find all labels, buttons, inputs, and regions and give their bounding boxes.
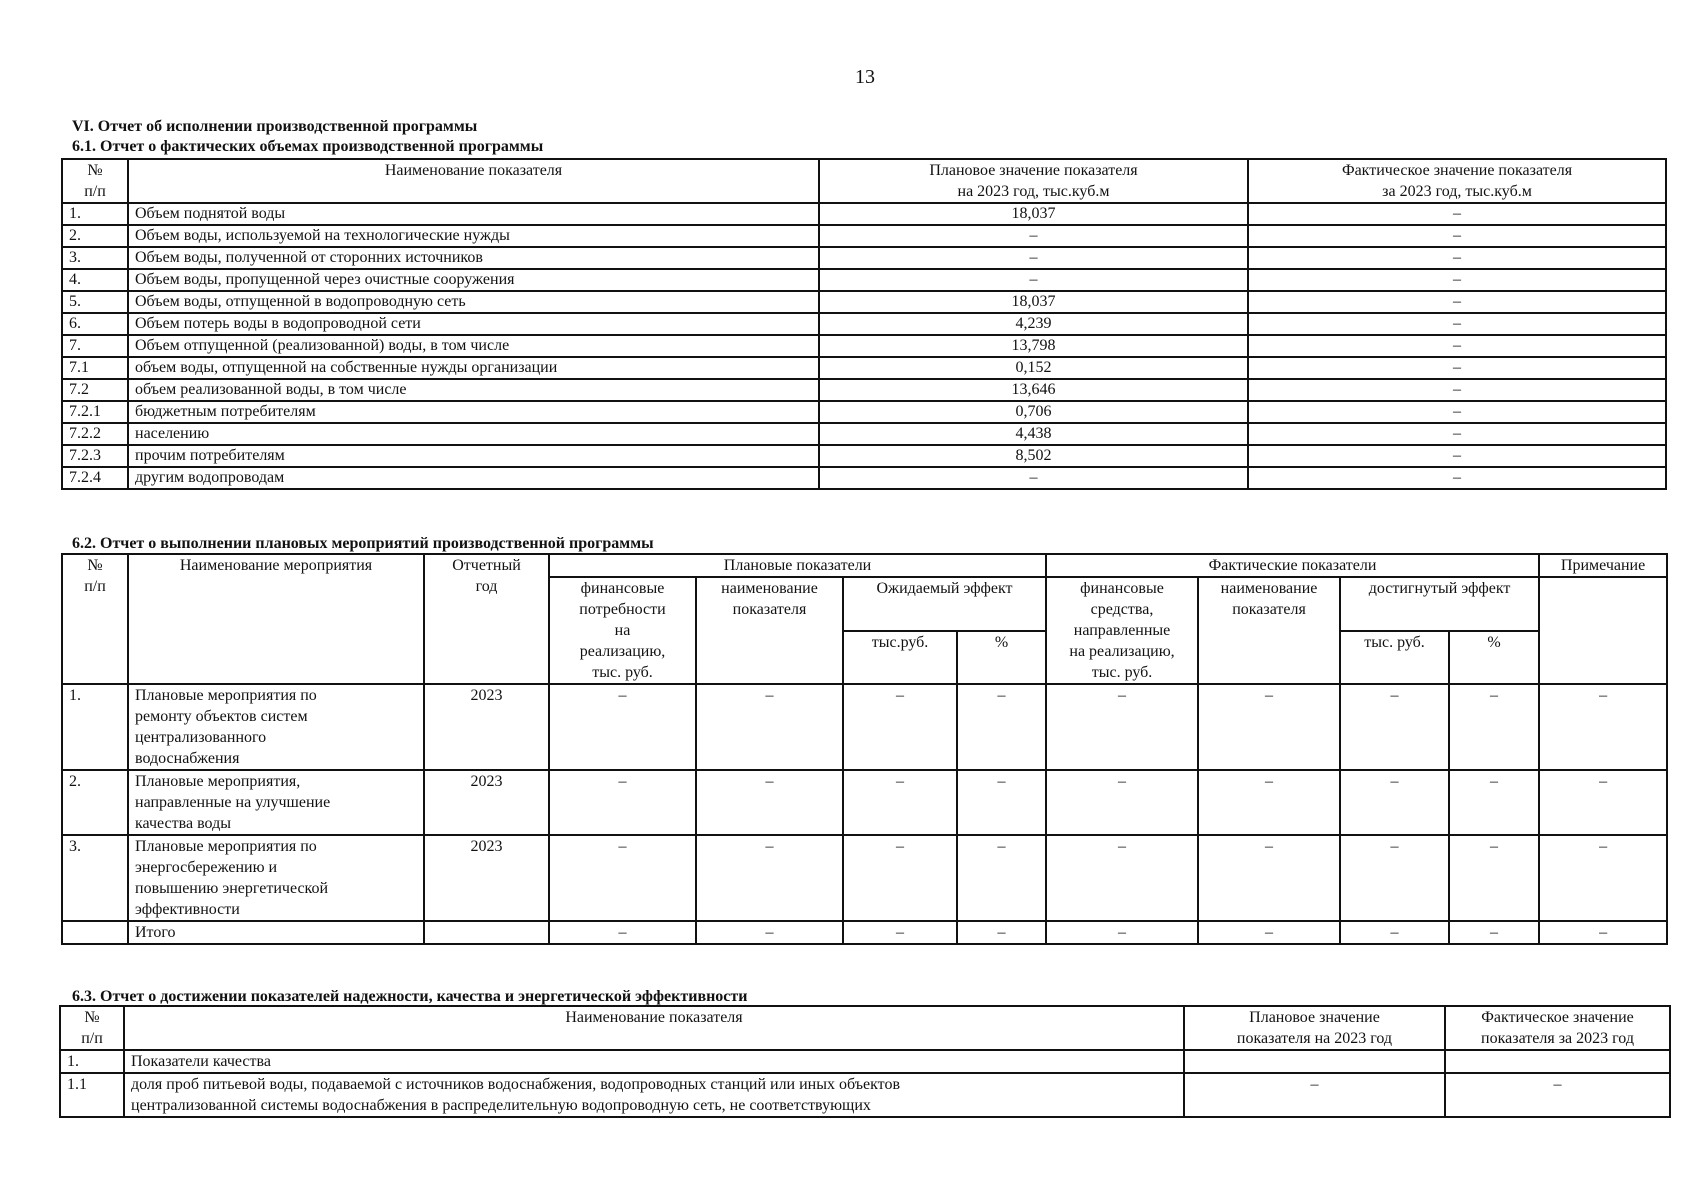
table3-header-row — [60, 1006, 1670, 1050]
t2-col-number-header — [62, 554, 128, 684]
row-value: – — [549, 770, 696, 835]
row-name-line: Итого — [135, 924, 176, 941]
row-value: – — [1340, 835, 1449, 921]
row-name — [124, 1073, 1184, 1117]
row-number: 3. — [62, 835, 128, 921]
row-plan-value: – — [819, 225, 1248, 247]
table-row — [62, 423, 1666, 445]
row-name-line: энергосбережению и — [135, 859, 278, 876]
row-number: 7.2.3 — [62, 445, 128, 467]
t2-plan-group-header: Плановые показатели — [549, 554, 1046, 577]
section-title: VI. Отчет об исполнении производственной программы — [72, 118, 478, 135]
row-name — [128, 921, 424, 944]
reliability-indicators-table — [59, 1005, 1671, 1118]
col-number-line1: № — [87, 162, 103, 179]
table-row — [62, 921, 1667, 944]
row-name-line: Показатели качества — [131, 1053, 271, 1070]
col-fact-header — [1248, 159, 1666, 203]
row-plan-value: 18,037 — [819, 291, 1248, 313]
row-value: – — [1449, 921, 1539, 944]
t3-col-plan-line1: Плановое значение — [1249, 1009, 1380, 1026]
row-number: 7.2.1 — [62, 401, 128, 423]
row-number: 1.1 — [60, 1073, 124, 1117]
row-value: – — [1539, 770, 1667, 835]
row-value: – — [957, 684, 1046, 770]
t2-plan-fin-line3: на — [614, 622, 631, 639]
row-fact-value: – — [1248, 423, 1666, 445]
table-row — [62, 335, 1666, 357]
row-fact-value: – — [1248, 203, 1666, 225]
row-value: – — [1198, 921, 1340, 944]
t2-col-year-line2: год — [475, 578, 498, 595]
row-name: Объем воды, используемой на технологические нужды — [128, 225, 819, 247]
t2-fact-fin-line5: тыс. руб. — [1091, 664, 1153, 681]
t2-fact-fin-line3: направленные — [1073, 622, 1171, 639]
row-name: другим водопроводам — [128, 467, 819, 489]
t2-plan-fin-line1: финансовые — [580, 580, 665, 597]
row-plan-value: 4,438 — [819, 423, 1248, 445]
row-name: Объем воды, пропущенной через очистные сооружения — [128, 269, 819, 291]
row-name-line: централизованной системы водоснабжения в распределительную водопроводную сеть, не соответствующих — [131, 1097, 871, 1114]
row-fact-value: – — [1248, 445, 1666, 467]
t3-col-number-line2: п/п — [81, 1030, 103, 1047]
row-value: – — [1539, 684, 1667, 770]
table1-header-row — [62, 159, 1666, 203]
t2-ach-rub-header: тыс. руб. — [1340, 631, 1449, 685]
row-name: Объем воды, полученной от сторонних источников — [128, 247, 819, 269]
row-value: – — [843, 684, 957, 770]
col-number-line2: п/п — [84, 183, 106, 200]
row-value: – — [957, 921, 1046, 944]
row-name-line: доля проб питьевой воды, подаваемой с источников водоснабжения, водопроводных станций или иных объектов — [131, 1076, 900, 1093]
t2-exp-rub-header: тыс.руб. — [843, 631, 957, 685]
row-number: 7.2.2 — [62, 423, 128, 445]
row-value: – — [843, 921, 957, 944]
row-fact-value — [1445, 1050, 1670, 1073]
row-name-line: Плановые мероприятия по — [135, 838, 317, 855]
row-value: – — [843, 770, 957, 835]
row-name: объем реализованной воды, в том числе — [128, 379, 819, 401]
row-plan-value — [1184, 1050, 1445, 1073]
row-fact-value: – — [1248, 247, 1666, 269]
row-value: – — [1340, 921, 1449, 944]
row-value: – — [1046, 835, 1198, 921]
table-row — [62, 401, 1666, 423]
t2-col-number-line1: № — [87, 557, 103, 574]
t3-col-fact-line2: показателя за 2023 год — [1481, 1030, 1634, 1047]
t3-col-fact-header — [1445, 1006, 1670, 1050]
row-value: – — [1449, 684, 1539, 770]
t3-col-plan-header — [1184, 1006, 1445, 1050]
row-fact-value: – — [1248, 225, 1666, 247]
row-name: Объем поднятой воды — [128, 203, 819, 225]
row-name: Объем воды, отпущенной в водопроводную сеть — [128, 291, 819, 313]
row-number: 1. — [62, 203, 128, 225]
col-name-header: Наименование показателя — [128, 159, 819, 203]
row-value: – — [696, 921, 843, 944]
table2-title: 6.2. Отчет о выполнении плановых мероприятий производственной программы — [72, 535, 654, 552]
row-number: 7. — [62, 335, 128, 357]
row-plan-value: – — [819, 247, 1248, 269]
row-value: – — [957, 770, 1046, 835]
table-row — [62, 467, 1666, 489]
row-name — [128, 835, 424, 921]
row-number: 1. — [62, 684, 128, 770]
row-number: 7.1 — [62, 357, 128, 379]
t2-col-year-line1: Отчетный — [452, 557, 521, 574]
t2-plan-fin-header — [549, 577, 696, 684]
row-name: объем воды, отпущенной на собственные нужды организации — [128, 357, 819, 379]
t2-fact-ind-line2: показателя — [1232, 601, 1306, 618]
row-value: – — [1340, 770, 1449, 835]
row-number: 2. — [62, 225, 128, 247]
row-value: – — [1449, 835, 1539, 921]
row-year — [424, 921, 549, 944]
row-value: – — [1449, 770, 1539, 835]
t2-col-name-header: Наименование мероприятия — [128, 554, 424, 684]
row-plan-value: 0,152 — [819, 357, 1248, 379]
col-plan-header — [819, 159, 1248, 203]
row-year: 2023 — [424, 684, 549, 770]
t2-fact-fin-line1: финансовые — [1080, 580, 1164, 597]
row-plan-value: 13,646 — [819, 379, 1248, 401]
t2-plan-fin-line5: тыс. руб. — [592, 664, 653, 681]
row-name-line: Плановые мероприятия, — [135, 773, 301, 790]
table-row — [62, 247, 1666, 269]
row-name-line: централизованного — [135, 729, 267, 746]
t2-achieved-header: достигнутый эффект — [1340, 577, 1539, 631]
row-plan-value: 18,037 — [819, 203, 1248, 225]
t3-col-fact-line1: Фактическое значение — [1481, 1009, 1634, 1026]
row-fact-value: – — [1248, 467, 1666, 489]
t2-exp-pct-header: % — [957, 631, 1046, 685]
row-fact-value: – — [1248, 291, 1666, 313]
t2-plan-fin-line2: потребности — [579, 601, 666, 618]
row-number: 5. — [62, 291, 128, 313]
t2-fact-group-header: Фактические показатели — [1046, 554, 1539, 577]
row-value: – — [1046, 770, 1198, 835]
t3-col-number-line1: № — [84, 1009, 100, 1026]
row-value: – — [549, 684, 696, 770]
table2-header-row-1 — [62, 554, 1667, 577]
table-row — [62, 684, 1667, 770]
t2-plan-fin-line4: реализацию, — [579, 643, 666, 660]
t2-fact-fin-line2: средства, — [1090, 601, 1154, 618]
row-fact-value: – — [1248, 379, 1666, 401]
row-name: населению — [128, 423, 819, 445]
planned-measures-table — [61, 553, 1668, 945]
table-row — [62, 357, 1666, 379]
col-fact-line2: за 2023 год, тыс.куб.м — [1382, 183, 1532, 200]
row-year: 2023 — [424, 835, 549, 921]
row-value: – — [1198, 684, 1340, 770]
row-value: – — [1340, 684, 1449, 770]
row-number: 6. — [62, 313, 128, 335]
t2-plan-ind-header — [696, 577, 843, 684]
table-row — [60, 1050, 1670, 1073]
row-name: Объем потерь воды в водопроводной сети — [128, 313, 819, 335]
page-number: 13 — [855, 66, 875, 88]
row-name-line: эффективности — [135, 901, 240, 918]
row-name: прочим потребителям — [128, 445, 819, 467]
t2-plan-ind-line1: наименование — [721, 580, 818, 597]
row-value: – — [696, 770, 843, 835]
row-value: – — [696, 835, 843, 921]
row-fact-value: – — [1248, 335, 1666, 357]
row-plan-value: 0,706 — [819, 401, 1248, 423]
table-row — [62, 291, 1666, 313]
col-plan-line1: Плановое значение показателя — [929, 162, 1138, 179]
t2-col-year-header — [424, 554, 549, 684]
t2-expected-header: Ожидаемый эффект — [843, 577, 1046, 631]
row-value: – — [1046, 921, 1198, 944]
row-number: 1. — [60, 1050, 124, 1073]
t3-col-number-header — [60, 1006, 124, 1050]
table-row — [62, 835, 1667, 921]
row-value: – — [957, 835, 1046, 921]
t3-col-plan-line2: показателя на 2023 год — [1236, 1030, 1393, 1047]
row-value: – — [696, 684, 843, 770]
t2-fact-fin-header — [1046, 577, 1198, 684]
row-name: бюджетным потребителям — [128, 401, 819, 423]
row-name-line: водоснабжения — [135, 750, 240, 767]
table-row — [62, 770, 1667, 835]
row-fact-value: – — [1248, 313, 1666, 335]
row-fact-value: – — [1248, 401, 1666, 423]
row-number: 3. — [62, 247, 128, 269]
row-plan-value: 13,798 — [819, 335, 1248, 357]
row-number: 7.2 — [62, 379, 128, 401]
t2-plan-ind-line2: показателя — [732, 601, 807, 618]
row-number: 7.2.4 — [62, 467, 128, 489]
table-row — [62, 225, 1666, 247]
row-name-line: Плановые мероприятия по — [135, 687, 317, 704]
row-plan-value: – — [1184, 1073, 1445, 1117]
row-value: – — [1198, 770, 1340, 835]
row-plan-value: 4,239 — [819, 313, 1248, 335]
row-name-line: направленные на улучшение — [135, 794, 331, 811]
t2-note-subheader — [1539, 577, 1667, 684]
row-value: – — [549, 835, 696, 921]
t2-fact-ind-header — [1198, 577, 1340, 684]
table-row — [60, 1073, 1670, 1117]
table-row — [62, 203, 1666, 225]
row-value: – — [843, 835, 957, 921]
t3-col-name-header: Наименование показателя — [124, 1006, 1184, 1050]
t2-fact-ind-line1: наименование — [1220, 580, 1318, 597]
t2-note-header: Примечание — [1539, 554, 1667, 577]
col-plan-line2: на 2023 год, тыс.куб.м — [957, 183, 1110, 200]
row-number: 4. — [62, 269, 128, 291]
row-name-line: повышению энергетической — [135, 880, 329, 897]
table1-title: 6.1. Отчет о фактических объемах производственной программы — [72, 138, 544, 155]
table-row — [62, 379, 1666, 401]
row-value: – — [1198, 835, 1340, 921]
row-value: – — [549, 921, 696, 944]
row-plan-value: – — [819, 467, 1248, 489]
row-year: 2023 — [424, 770, 549, 835]
row-number: 2. — [62, 770, 128, 835]
row-name-line: ремонту объектов систем — [135, 708, 308, 725]
t2-ach-pct-header: % — [1449, 631, 1539, 685]
table-row — [62, 313, 1666, 335]
col-fact-line1: Фактическое значение показателя — [1341, 162, 1573, 179]
production-volumes-table — [61, 158, 1667, 490]
row-value: – — [1539, 835, 1667, 921]
row-name — [128, 684, 424, 770]
row-name: Объем отпущенной (реализованной) воды, в том числе — [128, 335, 819, 357]
t2-fact-fin-line4: на реализацию, — [1069, 643, 1175, 660]
t2-col-number-line2: п/п — [84, 578, 106, 595]
row-plan-value: – — [819, 269, 1248, 291]
row-plan-value: 8,502 — [819, 445, 1248, 467]
row-fact-value: – — [1248, 357, 1666, 379]
row-name — [128, 770, 424, 835]
row-number — [62, 921, 128, 944]
col-number-header — [62, 159, 128, 203]
row-value: – — [1046, 684, 1198, 770]
table-row — [62, 445, 1666, 467]
row-value: – — [1539, 921, 1667, 944]
table-row — [62, 269, 1666, 291]
table3-title: 6.3. Отчет о достижении показателей надежности, качества и энергетической эффективности — [72, 988, 748, 1005]
row-fact-value: – — [1248, 269, 1666, 291]
row-name — [124, 1050, 1184, 1073]
row-name-line: качества воды — [135, 815, 231, 832]
row-fact-value: – — [1445, 1073, 1670, 1117]
